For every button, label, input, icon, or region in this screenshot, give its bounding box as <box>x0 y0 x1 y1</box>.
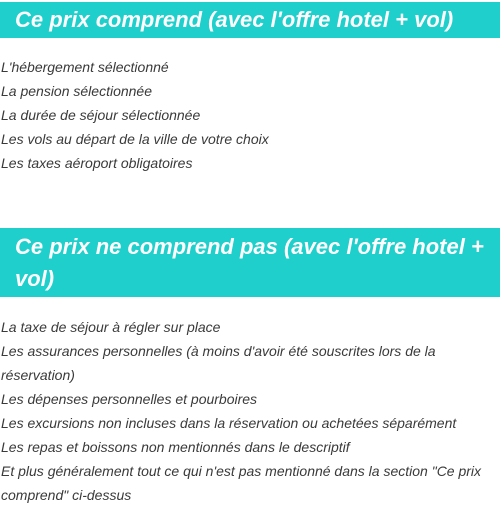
list-item: L'hébergement sélectionné <box>1 59 169 75</box>
included-list <box>0 55 500 175</box>
included-heading: Ce prix comprend (avec l'offre hotel + vol) <box>0 2 500 38</box>
list-item: Les taxes aéroport obligatoires <box>1 155 193 171</box>
list-item: Et plus généralement tout ce qui n'est pas mentionné dans la section "Ce prix comprend" ci-dessus <box>1 463 482 503</box>
excluded-heading: Ce prix ne comprend pas (avec l'offre hotel + vol) <box>0 228 500 297</box>
list-item: Les excursions non incluses dans la réservation ou achetées séparément <box>1 415 457 431</box>
list-item: Les assurances personnelles (à moins d'avoir été souscrites lors de la réservation) <box>1 343 436 383</box>
excluded-list <box>0 315 500 507</box>
list-item: La durée de séjour sélectionnée <box>1 107 201 123</box>
list-item: La taxe de séjour à régler sur place <box>1 319 221 335</box>
included-section <box>0 2 500 175</box>
list-item: Les repas et boissons non mentionnés dans le descriptif <box>1 439 350 455</box>
excluded-section <box>0 228 500 507</box>
list-item: La pension sélectionnée <box>1 83 153 99</box>
list-item: Les dépenses personnelles et pourboires <box>1 391 258 407</box>
list-item: Les vols au départ de la ville de votre choix <box>1 131 269 147</box>
